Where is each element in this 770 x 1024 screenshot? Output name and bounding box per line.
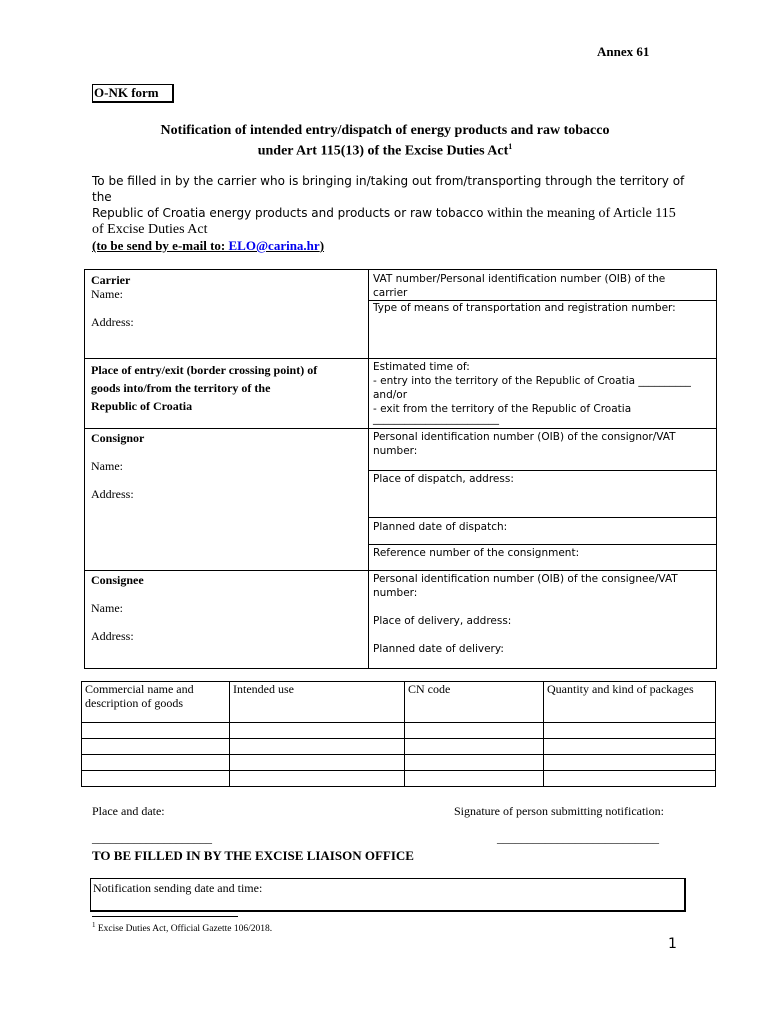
delivery-date-label: Planned date of delivery: (373, 643, 504, 655)
title-line-2-text: under Art 115(13) of the Excise Duties Act (257, 143, 509, 159)
row-divider (85, 358, 716, 359)
sending-date-field[interactable] (90, 878, 686, 912)
place-entry-line-1: Place of entry/exit (border crossing point) of (91, 363, 318, 377)
sending-date-label: Notification sending date and time: (93, 881, 263, 895)
transport-cell: Type of means of transportation and registration number: (373, 302, 676, 314)
table-row (82, 755, 716, 771)
carrier-address-label: Address: (91, 315, 134, 329)
consignor-oib-line-1: Personal identification number (OIB) of the consignor/VAT (373, 431, 676, 443)
cell-divider (368, 517, 716, 518)
consignee-oib-line-2: number: (373, 587, 418, 599)
table-cell[interactable] (544, 771, 716, 787)
estimated-line-5: ________________________ (373, 413, 499, 425)
dispatch-date-cell: Planned date of dispatch: (373, 521, 508, 533)
dispatch-place-cell: Place of dispatch, address: (373, 473, 514, 485)
page-number: 1 (668, 936, 677, 952)
consignee-oib-cell (373, 572, 678, 656)
form-label: O-NK form (94, 85, 159, 100)
consignee-name-label: Name: (91, 601, 123, 615)
goods-header-col1-line-2: description of goods (85, 696, 183, 710)
consignor-cell (91, 431, 144, 501)
consignor-oib-line-2: number: (373, 445, 418, 457)
estimated-time-cell (373, 360, 691, 426)
row-divider (85, 428, 716, 429)
estimated-line-3: and/or (373, 389, 408, 401)
place-date-line[interactable]: ____________________ (92, 831, 212, 845)
table-cell[interactable] (82, 739, 230, 755)
table-cell[interactable] (230, 771, 405, 787)
table-cell[interactable] (82, 771, 230, 787)
email-note-suffix: ) (319, 238, 325, 253)
table-cell[interactable] (405, 771, 544, 787)
form-label-box (92, 84, 174, 103)
table-cell[interactable] (405, 723, 544, 739)
liaison-heading: TO BE FILLED IN BY THE EXCISE LIAISON OFFICE (92, 848, 414, 863)
consignor-heading: Consignor (91, 431, 145, 445)
title-line-1: Notification of intended entry/dispatch of energy products and raw tobacco (160, 123, 610, 138)
estimated-line-2: - entry into the territory of the Republic of Croatia __________ (373, 375, 691, 387)
goods-header-col1-line-1: Commercial name and (85, 682, 194, 696)
intro-line-2b: within the meaning of Article 115 (483, 206, 676, 221)
intro-line-2 (92, 205, 692, 222)
table-row (82, 771, 716, 787)
consignor-oib-cell (373, 430, 676, 458)
estimated-line-1: Estimated time of: (373, 361, 470, 373)
goods-header-commercial-name (82, 682, 230, 723)
consignee-address-label: Address: (91, 629, 134, 643)
table-cell[interactable] (405, 739, 544, 755)
intro-line-3: of Excise Duties Act (92, 222, 208, 237)
table-cell[interactable] (82, 723, 230, 739)
footnote-number: 1 (92, 921, 96, 929)
email-note (92, 238, 324, 254)
title-footnote-ref: 1 (508, 142, 513, 151)
annex-label: Annex 61 (597, 44, 650, 59)
table-row (82, 723, 716, 739)
table-cell[interactable] (230, 755, 405, 771)
row-divider (85, 570, 716, 571)
document-title (0, 123, 770, 160)
carrier-vat-line-1: VAT number/Personal identification number (OIB) of the (373, 273, 666, 285)
footnote (92, 921, 272, 934)
place-entry-cell (91, 361, 317, 415)
goods-header-intended-use: Intended use (230, 682, 405, 723)
goods-table (81, 681, 716, 787)
table-cell[interactable] (230, 739, 405, 755)
table-cell[interactable] (544, 755, 716, 771)
consignee-cell (91, 573, 144, 643)
consignor-address-label: Address: (91, 487, 134, 501)
intro-line-2a: Republic of Croatia energy products and products or raw tobacco (92, 206, 484, 220)
place-entry-line-2: goods into/from the territory of the (91, 381, 271, 395)
email-link[interactable]: ELO@carina.hr (228, 238, 320, 253)
estimated-line-4: - exit from the territory of the Republic of Croatia (373, 403, 632, 415)
carrier-cell (91, 273, 134, 329)
consignor-name-label: Name: (91, 459, 123, 473)
carrier-heading: Carrier (91, 273, 131, 287)
place-date-label: Place and date: (92, 804, 165, 818)
goods-header-quantity: Quantity and kind of packages (544, 682, 716, 723)
consignee-heading: Consignee (91, 573, 144, 587)
intro-paragraph (92, 173, 692, 238)
table-cell[interactable] (230, 723, 405, 739)
intro-line-1: To be filled in by the carrier who is bringing in/taking out from/transporting through the territory of the (92, 174, 685, 204)
main-table (84, 269, 717, 669)
goods-header-row (82, 682, 716, 723)
place-entry-line-3: Republic of Croatia (91, 399, 193, 413)
table-cell[interactable] (544, 723, 716, 739)
main-table-divider (368, 270, 369, 668)
carrier-vat-line-2: carrier (373, 287, 408, 299)
carrier-vat-cell (373, 272, 665, 300)
table-row (82, 739, 716, 755)
footnote-text: Excise Duties Act, Official Gazette 106/2018. (95, 924, 273, 935)
cell-divider (368, 544, 716, 545)
footnote-divider (92, 916, 238, 917)
signature-label: Signature of person submitting notification: (454, 804, 664, 818)
email-note-prefix: (to be send by e-mail to: (92, 238, 229, 253)
consignee-oib-line-1: Personal identification number (OIB) of the consignee/VAT (373, 573, 678, 585)
cell-divider (368, 470, 716, 471)
goods-header-cn-code: CN code (405, 682, 544, 723)
signature-line[interactable]: ___________________________ (497, 831, 659, 845)
table-cell[interactable] (544, 739, 716, 755)
title-line-2 (0, 139, 770, 160)
table-cell[interactable] (82, 755, 230, 771)
table-cell[interactable] (405, 755, 544, 771)
reference-cell: Reference number of the consignment: (373, 547, 580, 559)
delivery-place-label: Place of delivery, address: (373, 615, 512, 627)
carrier-name-label: Name: (91, 287, 123, 301)
